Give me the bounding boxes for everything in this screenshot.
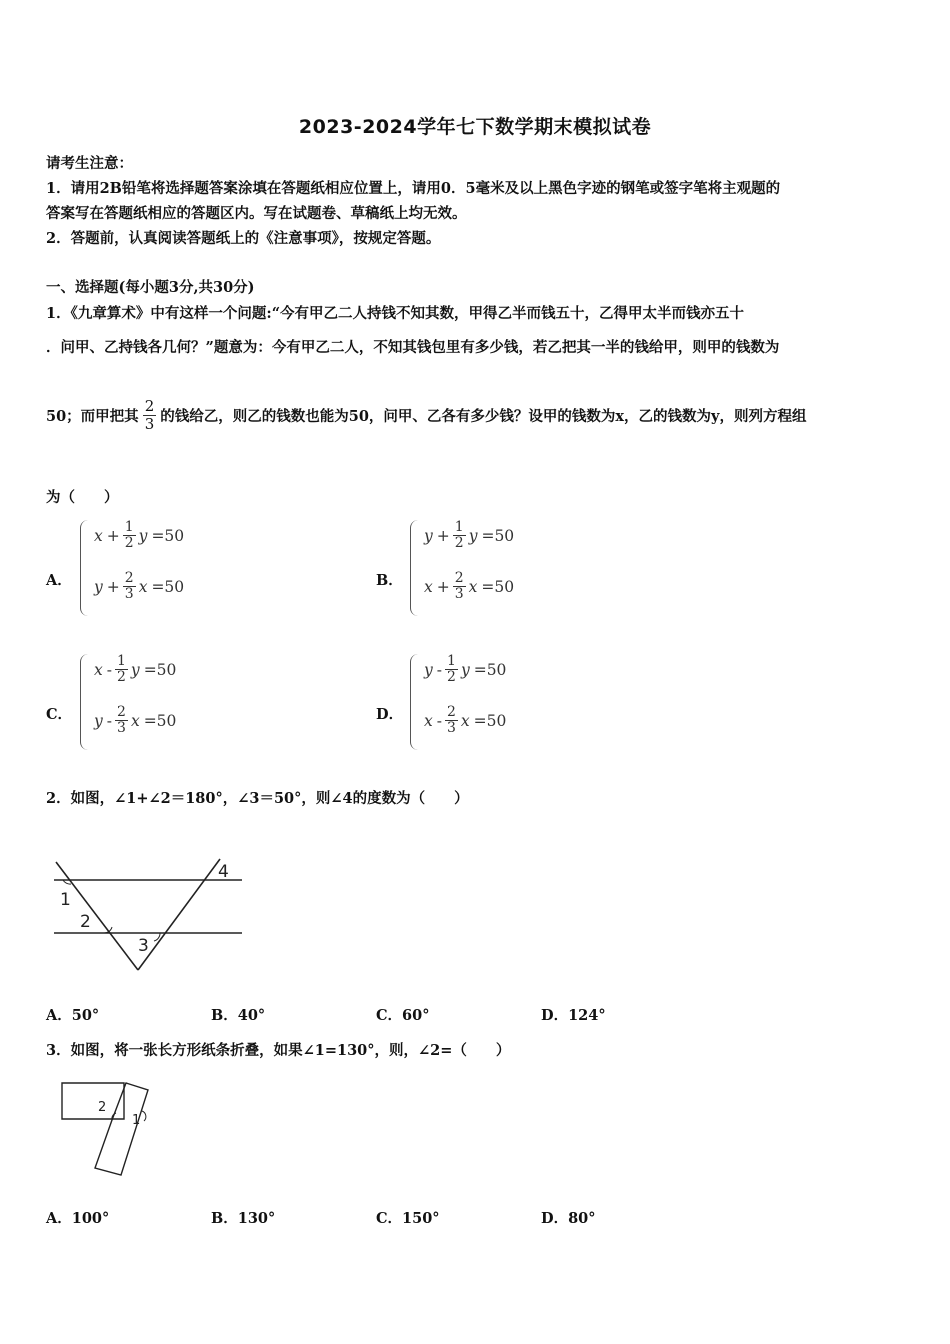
equation-1: y - $\frac{1}{2}$ y =50 [424,653,507,686]
angle-label-1: 1 [132,1113,141,1128]
equation-1: x + $\frac{1}{2}$ y =50 [94,519,185,552]
fraction-denominator: 3 [144,414,155,433]
angle-label-2: 2 [80,912,91,932]
option-label-b[interactable]: B． [376,572,403,589]
brace [80,654,89,750]
notice-item-1-line-2: 答案写在答题纸相应的答题区内。写在试题卷、草稿纸上均无效。 [46,205,467,222]
option-label-c[interactable]: C． [46,706,73,723]
q1-line-4: 为（ ） [46,489,119,506]
q3-stem: 3．如图，将一张长方形纸条折叠，如果∠1=130°，则，∠2=（ ） [46,1042,511,1059]
page-title: 2023-2024学年七下数学期末模拟试卷 [298,116,652,138]
angle-1-arc [142,1111,146,1121]
q2-option-a[interactable]: A．50° [46,1007,100,1024]
q2-option-d[interactable]: D．124° [541,1007,606,1024]
equation-system-c [80,654,200,750]
equation-2: y - $\frac{2}{3}$ x =50 [94,704,177,737]
q1-line-1: 1．《九章算术》中有这样一个问题:“今有甲乙二人持钱不知其数，甲得乙半而钱五十，乙得甲太半而钱亦五十 [46,305,745,322]
q1-line-3-pre: 50；而甲把其 [46,407,139,425]
equation-2: x - $\frac{2}{3}$ x =50 [424,704,507,737]
angle-label-4: 4 [218,862,229,882]
q2-option-b[interactable]: B．40° [211,1007,266,1024]
brace [410,654,419,750]
section-heading: 一、选择题(每小题3分,共30分) [46,279,255,296]
notice-heading: 请考生注意： [46,155,133,172]
equation-system-a [80,520,200,616]
equation-1: y + $\frac{1}{2}$ y =50 [424,519,515,552]
notice-item-1-line-1: 1．请用2B铅笔将选择题答案涂填在答题纸相应位置上，请用0．5毫米及以上黑色字迹的钢笔或签字笔将主观题的 [46,180,781,197]
angle-3-arc [154,933,160,941]
angle-label-2: 2 [98,1100,107,1115]
left-transversal [56,862,138,970]
equation-system-b [410,520,530,616]
q3-figure-folded-strip [58,1075,158,1180]
angle-label-3: 3 [138,936,149,956]
brace [80,520,89,616]
q3-option-b[interactable]: B．130° [211,1210,276,1227]
angle-label-1: 1 [60,890,71,910]
paper-strip-folded [95,1083,148,1175]
q3-option-d[interactable]: D．80° [541,1210,596,1227]
brace [410,520,419,616]
fraction-two-thirds [143,398,157,432]
notice-item-2: 2．答题前，认真阅读答题纸上的《注意事项》，按规定答题。 [46,230,441,247]
q1-line-3 [46,398,806,432]
q2-stem: 2．如图，∠1+∠2＝180°，∠3＝50°，则∠4的度数为（ ） [46,790,469,807]
q2-figure-parallel-lines [50,855,250,980]
q3-option-c[interactable]: C．150° [376,1210,440,1227]
fraction-numerator: 2 [144,397,155,415]
q3-option-a[interactable]: A．100° [46,1210,110,1227]
option-label-d[interactable]: D． [376,706,404,723]
equation-2: x + $\frac{2}{3}$ x =50 [424,570,515,603]
q1-line-2: ．问甲、乙持钱各几何？”题意为：今有甲乙二人，不知其钱包里有多少钱，若乙把其一半的钱给甲，则甲的钱数为 [46,339,780,356]
equation-1: x - $\frac{1}{2}$ y =50 [94,653,177,686]
right-transversal [138,859,220,970]
equation-system-d [410,654,530,750]
equation-2: y + $\frac{2}{3}$ x =50 [94,570,185,603]
q1-line-3-post: 的钱给乙，则乙的钱数也能为50，问甲、乙各有多少钱？设甲的钱数为x，乙的钱数为y，则列方程组 [160,407,807,425]
q2-option-c[interactable]: C．60° [376,1007,430,1024]
option-label-a[interactable]: A． [46,572,72,589]
